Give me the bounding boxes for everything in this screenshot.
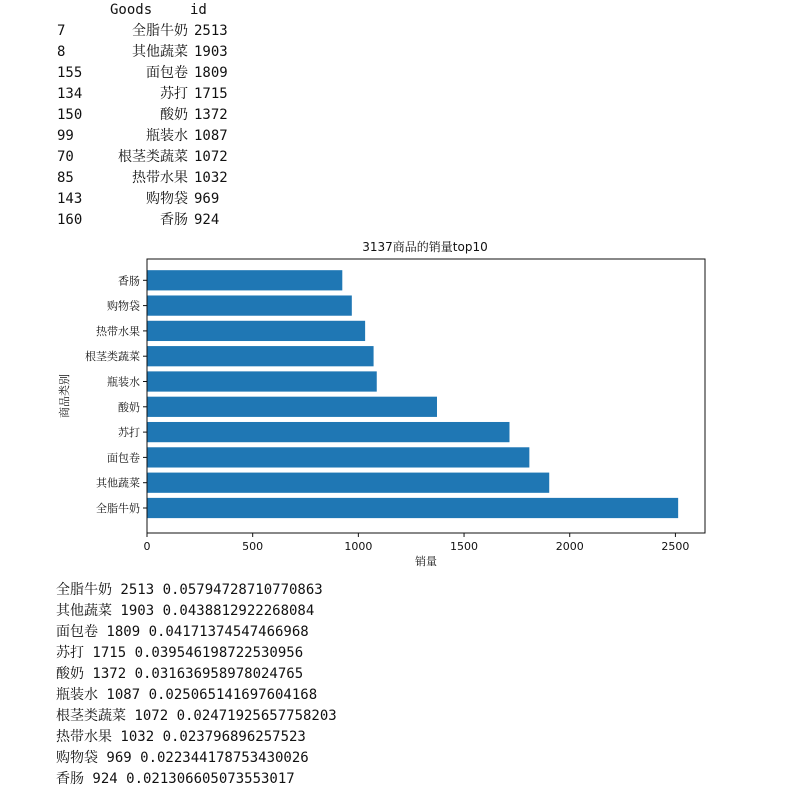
row-index: 7	[57, 23, 66, 39]
bar	[147, 270, 342, 290]
x-tick-label: 2000	[555, 540, 584, 553]
row-index: 155	[57, 65, 83, 81]
y-tick-label: 其他蔬菜	[96, 476, 140, 490]
output-line: 热带水果 1032 0.023796896257523	[56, 729, 306, 745]
x-tick-label: 0	[143, 540, 151, 553]
y-tick-label: 酸奶	[118, 400, 140, 414]
row-goods: 根茎类蔬菜	[118, 149, 188, 165]
y-axis-ticks	[85, 273, 147, 515]
row-goods: 其他蔬菜	[132, 44, 188, 60]
output-line: 购物袋 969 0.022344178753430026	[56, 750, 309, 766]
row-id: 1087	[194, 128, 228, 144]
bar-chart	[40, 232, 730, 572]
row-id: 1032	[194, 170, 228, 186]
bar	[147, 422, 509, 442]
output-line: 根茎类蔬菜 1072 0.02471925657758203	[56, 708, 337, 724]
row-goods: 热带水果	[132, 170, 188, 186]
chart-title: 3137商品的销量top10	[362, 240, 488, 254]
y-tick-label: 苏打	[118, 426, 140, 440]
row-index: 150	[57, 107, 83, 123]
row-id: 1072	[194, 149, 228, 165]
row-goods: 全脂牛奶	[132, 23, 188, 39]
row-goods: 苏打	[160, 86, 188, 102]
row-index: 160	[57, 212, 83, 228]
row-index: 85	[57, 170, 74, 186]
output-line: 苏打 1715 0.039546198722530956	[56, 645, 304, 661]
row-index: 143	[57, 191, 83, 207]
column-header-goods: Goods	[110, 2, 153, 18]
column-header-id: id	[190, 2, 207, 18]
row-index: 134	[57, 86, 83, 102]
row-id: 1372	[194, 107, 228, 123]
bar	[147, 473, 549, 493]
output-line: 酸奶 1372 0.031636958978024765	[56, 666, 304, 682]
row-index: 70	[57, 149, 74, 165]
row-goods: 酸奶	[160, 107, 188, 123]
x-axis-label: 销量	[415, 555, 437, 568]
row-goods: 购物袋	[146, 191, 188, 207]
bar	[147, 498, 678, 518]
output-line: 香肠 924 0.021306605073553017	[56, 771, 295, 787]
bars-group	[147, 270, 678, 518]
row-goods: 香肠	[160, 212, 188, 228]
row-goods: 瓶装水	[146, 128, 188, 144]
bar	[147, 447, 529, 467]
row-id: 1715	[194, 86, 228, 102]
output-line: 瓶装水 1087 0.025065141697604168	[56, 687, 318, 703]
y-axis-label: 商品类别	[58, 374, 71, 418]
bar	[147, 321, 365, 341]
output-line: 面包卷 1809 0.04171374547466968	[56, 624, 309, 640]
row-id: 924	[194, 212, 220, 228]
y-tick-label: 面包卷	[107, 451, 140, 465]
bar	[147, 346, 374, 366]
row-goods: 面包卷	[146, 65, 188, 81]
x-tick-label: 500	[242, 540, 264, 553]
row-id: 969	[194, 191, 220, 207]
x-axis-ticks	[144, 533, 690, 553]
row-index: 8	[57, 44, 66, 60]
y-tick-label: 热带水果	[96, 324, 140, 338]
y-tick-label: 香肠	[118, 274, 140, 288]
y-tick-label: 根茎类蔬菜	[85, 350, 140, 364]
bar	[147, 371, 377, 391]
x-tick-label: 1500	[450, 540, 479, 553]
output-line: 全脂牛奶 2513 0.05794728710770863	[56, 582, 323, 598]
bar	[147, 397, 437, 417]
row-id: 1809	[194, 65, 228, 81]
x-tick-label: 1000	[344, 540, 373, 553]
y-tick-label: 购物袋	[107, 299, 140, 313]
printed-output	[56, 580, 337, 790]
output-line: 其他蔬菜 1903 0.0438812922268084	[56, 603, 315, 619]
bar	[147, 295, 352, 315]
y-tick-label: 瓶装水	[107, 375, 140, 389]
row-id: 1903	[194, 44, 228, 60]
row-index: 99	[57, 128, 74, 144]
row-id: 2513	[194, 23, 228, 39]
y-tick-label: 全脂牛奶	[96, 502, 140, 515]
x-tick-label: 2500	[661, 540, 690, 553]
